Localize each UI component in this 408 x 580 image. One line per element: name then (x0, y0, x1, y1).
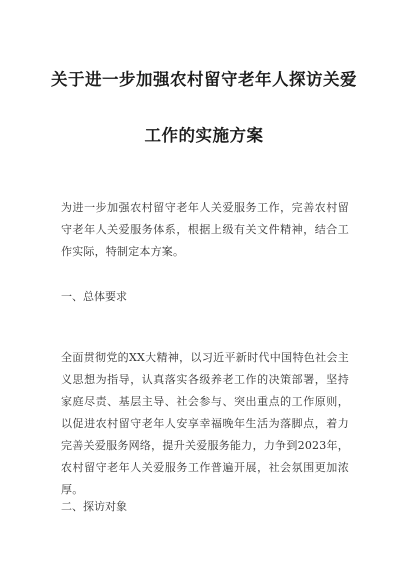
intro-paragraph (61, 197, 349, 263)
document-title-line-1: 关于进一步加强农村留守老年人探访关爱 (51, 70, 357, 89)
intro-line: 为进一步加强农村留守老年人关爱服务工作，完善农村留 (61, 201, 349, 214)
document-title-line-2: 工作的实施方案 (144, 126, 264, 145)
paragraph-line: 农村留守老年人关爱服务工作普遍开展，社会氛围更加浓 (61, 461, 349, 474)
paragraph-line: 以促进农村留守老年人安享幸福晚年生活为落脚点，着力 (61, 417, 349, 430)
paragraph-line: 厚。 (61, 483, 84, 496)
paragraph-line: 全面贯彻党的XX大精神，以习近平新时代中国特色社会主 (61, 351, 349, 364)
section-heading-visit-targets: 二、探访对象 (61, 500, 127, 513)
intro-line: 作实际，特制定本方案。 (61, 245, 185, 258)
paragraph-line: 完善关爱服务网络，提升关爱服务能力，力争到2023年， (61, 439, 349, 452)
section-heading-general-requirements: 一、总体要求 (61, 290, 127, 303)
paragraph-line: 义思想为指导，认真落实各级养老工作的决策部署，坚持 (61, 373, 349, 386)
paragraph-line: 家庭尽责、基层主导、社会参与、突出重点的工作原则， (61, 395, 349, 408)
intro-line: 守老年人关爱服务体系，根据上级有关文件精神，结合工 (61, 223, 349, 236)
general-requirements-paragraph (61, 347, 349, 501)
